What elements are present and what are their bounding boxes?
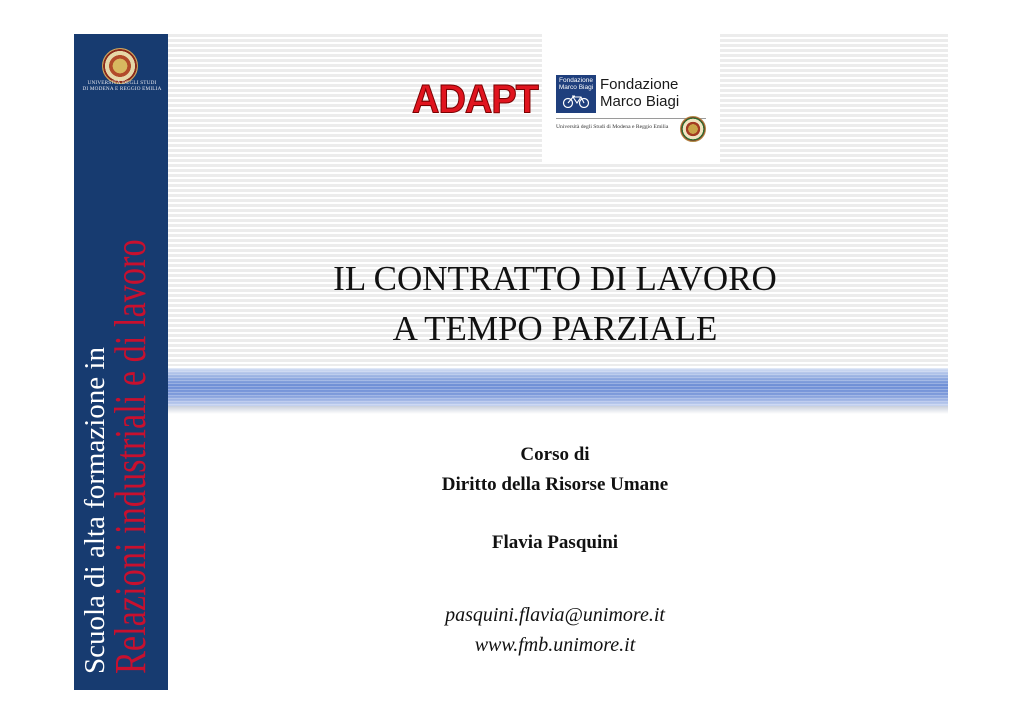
school-vertical-title — [78, 54, 174, 674]
fmb-university-text: Università degli Studi di Modena e Reggio Emilia — [556, 124, 669, 130]
university-name-line1: UNIVERSITÀ DEGLI STUDI — [87, 80, 157, 86]
fmb-name-line2: Marco Biagi — [600, 93, 680, 110]
university-name-line2: DI MODENA E REGGIO EMILIA — [82, 86, 162, 93]
fmb-name-line1: Fondazione — [600, 76, 679, 93]
title-line1: IL CONTRATTO DI LAVORO — [333, 259, 777, 298]
contact-info — [300, 600, 810, 660]
course-info — [300, 440, 810, 500]
divider-shadow — [168, 406, 948, 414]
fmb-box-line2: Marco Biagi — [558, 84, 594, 91]
presentation-title — [200, 254, 910, 354]
fmb-box-line1: Fondazione — [559, 77, 593, 84]
website-link[interactable]: www.fmb.unimore.it — [474, 634, 636, 656]
blue-divider-bar — [168, 368, 948, 406]
author-name: Flavia Pasquini — [491, 532, 619, 553]
title-line2: A TEMPO PARZIALE — [392, 309, 718, 348]
university-seal-small-icon — [680, 116, 706, 142]
school-line: Scuola di alta formazione in — [79, 347, 111, 674]
course-line1: Corso di — [520, 444, 590, 465]
fmb-box-text — [556, 77, 596, 91]
school-subject: Relazioni industriali e di lavoro — [106, 239, 155, 674]
bicycle-icon — [561, 94, 591, 108]
adapt-logo-text: ADAPT — [412, 77, 538, 123]
fmb-name — [600, 76, 679, 110]
email-link[interactable]: pasquini.flavia@unimore.it — [445, 604, 665, 626]
course-line2: Diritto della Risorse Umane — [441, 474, 669, 495]
fmb-logo-box — [556, 75, 596, 113]
sidebar-banner — [74, 34, 168, 690]
adapt-logo — [412, 77, 538, 123]
